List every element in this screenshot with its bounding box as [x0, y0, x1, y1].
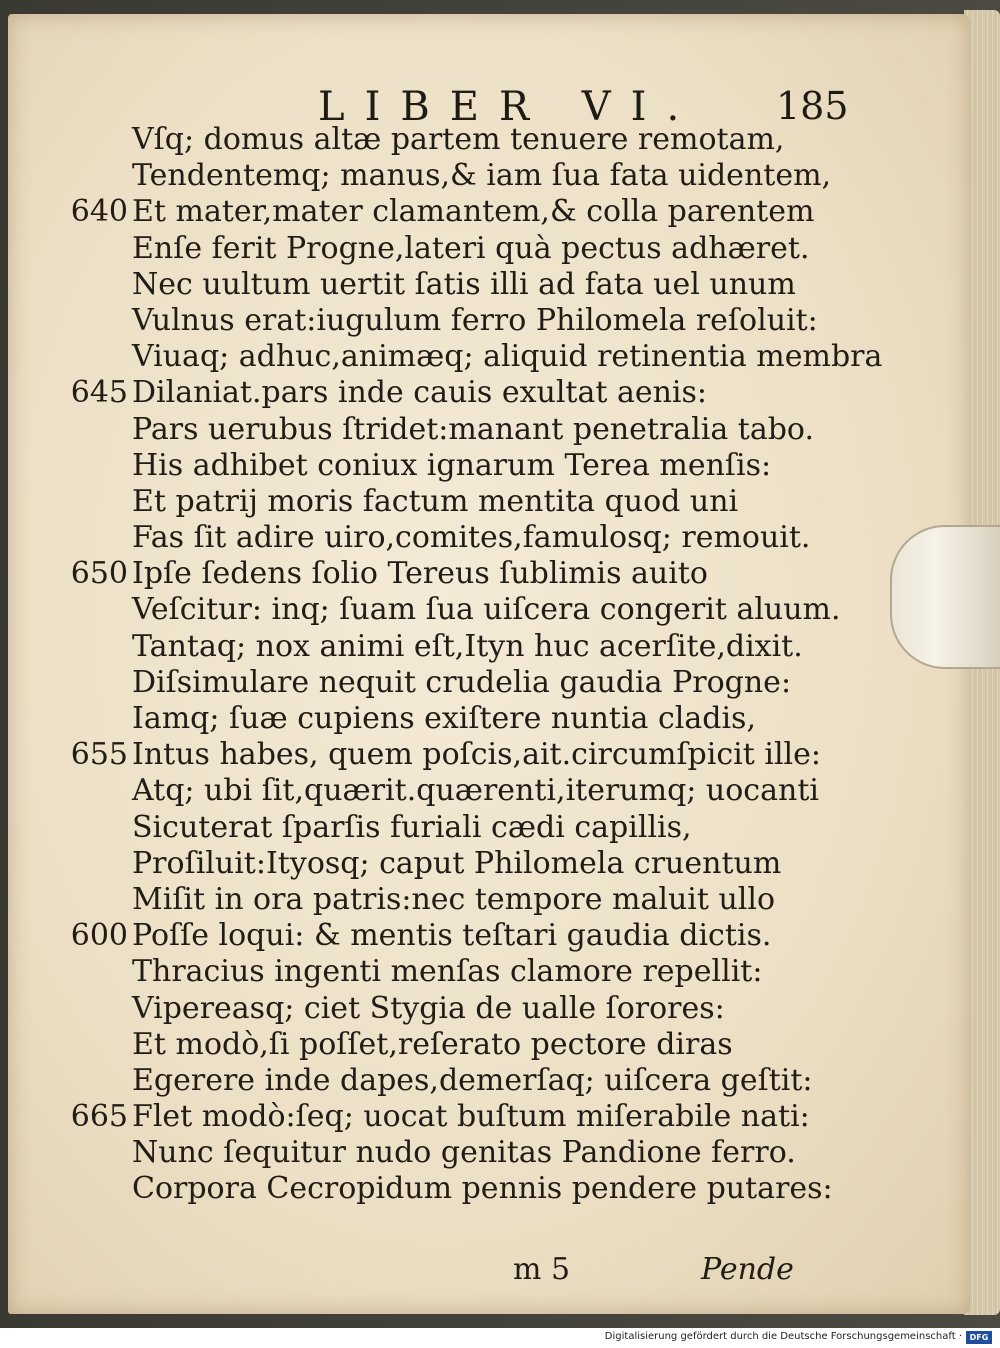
verse-line: [8, 158, 970, 194]
verse-line: [8, 1027, 970, 1063]
verse-line: [8, 375, 970, 411]
verse-line: [8, 339, 970, 375]
verse-list: [8, 122, 970, 1208]
verse-line: [8, 231, 970, 267]
verse-line: [8, 773, 970, 809]
verse-line: [8, 918, 970, 954]
verse-text: Et mater,mater clamantem,& colla parentem: [132, 194, 815, 230]
verse-number: 650: [70, 556, 128, 592]
verse-number: 665: [70, 1099, 128, 1135]
signature-mark: m 5: [513, 1252, 571, 1287]
verse-text: Sicuterat ſparſis furiali cædi capillis,: [132, 809, 692, 845]
verse-text: Nunc ſequitur nudo genitas Pandione ferro.: [132, 1135, 796, 1171]
verse-line: [8, 737, 970, 773]
verse-number: 645: [70, 375, 128, 411]
book-page: [8, 14, 970, 1314]
verse-line: [8, 1099, 970, 1135]
verse-text: Vſq; domus altæ partem tenuere remotam,: [132, 122, 785, 157]
verse-text: Ipſe ſedens ſolio Tereus ſublimis auito: [132, 556, 708, 592]
verse-text: Pars uerubus ſtridet:manant penetralia tabo.: [132, 411, 815, 447]
verse-line: [8, 592, 970, 628]
verse-line: [8, 1063, 970, 1099]
verse-line: [8, 1135, 970, 1171]
verse-text: Vulnus erat:iugulum ferro Philomela reſoluit:: [132, 302, 818, 338]
catchword: Pende: [701, 1252, 794, 1287]
credit-bar: [0, 1328, 1000, 1348]
verse-text: Poſſe loqui: & mentis teſtari gaudia dictis.: [132, 918, 772, 954]
funding-credit: Digitalisierung gefördert durch die Deutsche Forschungsgemeinschaft ·: [604, 1331, 962, 1342]
verse-line: [8, 665, 970, 701]
verse-line: [8, 882, 970, 918]
verse-number: 655: [70, 737, 128, 773]
verse-number: 640: [70, 194, 128, 230]
verse-line: [8, 1171, 970, 1207]
verse-text: Nec uultum uertit ſatis illi ad fata uel unum: [132, 266, 796, 302]
verse-text: His adhibet coniux ignarum Terea menſis:: [132, 447, 772, 483]
verse-line: [8, 194, 970, 230]
verse-line: [8, 810, 970, 846]
verse-text: Vipereasq; ciet Stygia de ualle ſorores:: [132, 990, 725, 1026]
verse-line: [8, 991, 970, 1027]
verse-line: [8, 629, 970, 665]
verse-text: Iamq; ſuæ cupiens exiſtere nuntia cladis,: [132, 701, 756, 736]
verse-text: Miſit in ora patris:nec tempore maluit ullo: [132, 881, 776, 917]
verse-line: [8, 484, 970, 520]
verse-line: [8, 412, 970, 448]
verse-text: Dilaniat.pars inde cauis exultat aenis:: [132, 375, 708, 411]
verse-text: Et modò,ſi poſſet,reſerato pectore diras: [132, 1026, 733, 1062]
verse-text: Tendentemq; manus,& iam ſua fata uidentem,: [132, 158, 832, 194]
verse-text: Veſcitur: inq; ſuam ſua uiſcera congerit aluum.: [132, 592, 841, 628]
dfg-logo: DFG: [966, 1331, 992, 1344]
verse-text: Thracius ingenti menſas clamore repellit:: [132, 954, 763, 990]
verse-text: Egerere inde dapes,demerſaq; uiſcera geſtit:: [132, 1062, 813, 1098]
verse-text: Intus habes, quem poſcis,ait.circumſpicit ille:: [132, 737, 821, 773]
verse-text: Flet modò:ſeq; uocat buſtum miſerabile nati:: [132, 1099, 810, 1135]
verse-line: [8, 303, 970, 339]
page-number: 185: [776, 84, 849, 128]
verse-line: [8, 954, 970, 990]
verse-line: [8, 556, 970, 592]
verse-line: [8, 520, 970, 556]
verse-text: Enſe ferit Progne,lateri quà pectus adhæret.: [132, 230, 810, 266]
verse-text: Tantaq; nox animi eſt,Ityn huc acerſite,dixit.: [132, 628, 803, 664]
verse-text: Atq; ubi ſit,quærit.quærenti,iterumq; uocanti: [132, 773, 819, 809]
verse-text: Corpora Cecropidum pennis pendere putares:: [132, 1171, 833, 1207]
book-clasp: [890, 525, 1000, 669]
verse-text: Fas ſit adire uiro,comites,famulosq; remouit.: [132, 520, 811, 556]
verse-text: Et patrij moris factum mentita quod uni: [132, 483, 739, 519]
verse-text: Proſiluit:Ityosq; caput Philomela cruentum: [132, 845, 782, 881]
verse-line: [8, 701, 970, 737]
running-title: LIBER VI.: [318, 84, 700, 130]
verse-line: [8, 267, 970, 303]
verse-line: [8, 122, 970, 158]
verse-text: Viuaq; adhuc,animæq; aliquid retinentia membra: [132, 339, 883, 375]
verse-line: [8, 448, 970, 484]
verse-line: [8, 846, 970, 882]
page-footer: [8, 1252, 970, 1292]
verse-number: 600: [70, 918, 128, 954]
verse-text: Diſsimulare nequit crudelia gaudia Progne:: [132, 664, 792, 700]
